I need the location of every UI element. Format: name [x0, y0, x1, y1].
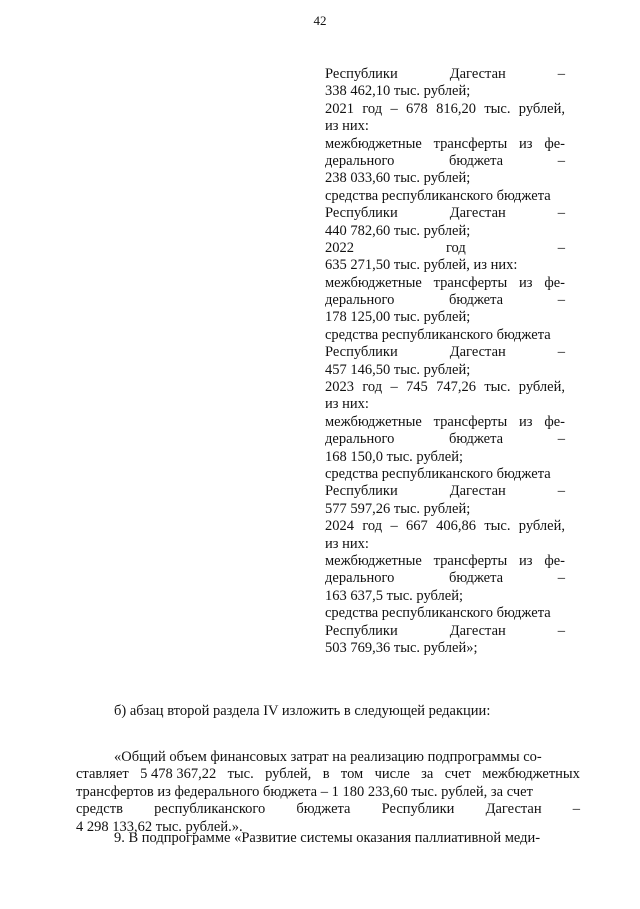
quote-word: трансфертов из федерального бюджета – 1 180 233,60 тыс. рублей, за счет [76, 783, 533, 800]
column-line [325, 466, 565, 483]
quote-word: межбюджетных [482, 766, 580, 783]
column-word: Республики [325, 483, 398, 500]
column-word: трансферты [433, 413, 508, 430]
column-word: – [557, 483, 565, 500]
column-word: 577 597,26 тыс. рублей; [325, 500, 471, 517]
column-word: фе- [544, 552, 565, 569]
column-word: 163 637,5 тыс. рублей; [325, 587, 463, 604]
column-word: 745 [406, 379, 428, 396]
column-word: межбюджетные [325, 274, 422, 291]
column-word: бюджета [449, 431, 504, 448]
quote-line [76, 749, 580, 766]
column-word: – [557, 66, 565, 82]
column-word: 2024 [325, 518, 354, 535]
column-word: средства республиканского бюджета [325, 605, 551, 622]
column-word: межбюджетные [325, 552, 422, 569]
column-word: год [445, 239, 466, 256]
quote-line [76, 801, 580, 818]
quote-word: 5 478 367,22 [140, 766, 217, 783]
column-line [325, 327, 565, 344]
column-word: – [390, 518, 398, 535]
quote-word: бюджета [296, 801, 351, 818]
column-word: 440 782,60 тыс. рублей; [325, 222, 471, 239]
quote-word: средств [76, 801, 123, 818]
column-word: бюджета [449, 152, 504, 169]
quote-word: ставляет [76, 766, 129, 783]
column-line [325, 570, 565, 587]
column-word: год [362, 379, 383, 396]
quote-paragraph [76, 749, 580, 836]
paragraph-b-text: б) абзац второй раздела IV изложить в следующей редакции: [114, 703, 491, 719]
column-word: – [557, 152, 565, 169]
column-line [325, 553, 565, 570]
column-line [325, 449, 565, 466]
column-word: 678 [406, 100, 428, 117]
column-line [325, 275, 565, 292]
column-word: бюджета [449, 292, 504, 309]
column-word: дерального [325, 152, 395, 169]
column-word: дерального [325, 431, 395, 448]
column-line [325, 362, 565, 379]
column-line [325, 170, 565, 187]
column-word: Дагестан [449, 205, 506, 222]
column-word: – [557, 344, 565, 361]
column-word: год [362, 100, 383, 117]
column-line [325, 588, 565, 605]
column-word: бюджета [449, 570, 504, 587]
column-line [325, 153, 565, 170]
column-word: дерального [325, 292, 395, 309]
column-word: 2023 [325, 379, 354, 396]
column-word: 747,26 [436, 379, 476, 396]
column-word: средства республиканского бюджета [325, 187, 551, 204]
quote-word: рублей, [265, 766, 312, 783]
column-word: – [557, 622, 565, 639]
quote-word: тыс. [227, 766, 254, 783]
column-word: из [519, 413, 533, 430]
column-word: Дагестан [449, 66, 506, 82]
column-line [325, 518, 565, 535]
column-word: 238 033,60 тыс. рублей; [325, 170, 471, 187]
column-word: 338 462,10 тыс. рублей; [325, 83, 471, 100]
column-line [325, 257, 565, 274]
column-word: дерального [325, 570, 395, 587]
column-word: 178 125,00 тыс. рублей; [325, 309, 471, 326]
paragraph-9 [76, 830, 580, 848]
column-word: тыс. [484, 518, 511, 535]
column-line [325, 188, 565, 205]
column-word: фе- [544, 413, 565, 430]
quote-word: республиканского [154, 801, 266, 818]
column-word: тыс. [484, 379, 511, 396]
quote-word: за [421, 766, 434, 783]
column-word: 816,20 [436, 100, 476, 117]
column-line [325, 501, 565, 518]
column-word: тыс. [484, 100, 511, 117]
column-word: рублей, [518, 379, 565, 396]
column-word: Республики [325, 622, 398, 639]
quote-line [76, 784, 580, 801]
column-word: Республики [325, 344, 398, 361]
column-line [325, 396, 565, 413]
column-word: межбюджетные [325, 413, 422, 430]
paragraph-9-text: 9. В подпрограмме «Развитие системы оказания паллиативной меди- [114, 830, 541, 846]
column-word: – [390, 379, 398, 396]
paragraph-b [76, 703, 580, 721]
column-line [325, 344, 565, 361]
quote-line [76, 766, 580, 783]
column-word: 2021 [325, 100, 354, 117]
column-word: средства республиканского бюджета [325, 465, 551, 482]
column-word: – [557, 431, 565, 448]
quote-word: – [572, 801, 580, 818]
column-line [325, 101, 565, 118]
quote-word: «Общий объем финансовых затрат на реализацию подпрограммы со- [114, 749, 542, 765]
column-word: трансферты [433, 552, 508, 569]
column-word: – [557, 570, 565, 587]
column-word: Республики [325, 66, 398, 82]
column-word: из них: [325, 396, 369, 413]
column-word: фе- [544, 274, 565, 291]
column-word: год [362, 518, 383, 535]
column-word: из [519, 552, 533, 569]
column-line [325, 605, 565, 622]
quote-word: Республики [381, 801, 455, 818]
column-word: межбюджетные [325, 135, 422, 152]
column-word: Дагестан [449, 344, 506, 361]
column-word: Республики [325, 205, 398, 222]
column-word: 635 271,50 тыс. рублей, из них: [325, 257, 518, 274]
column-word: рублей, [518, 100, 565, 117]
column-line [325, 536, 565, 553]
column-word: 667 [406, 518, 428, 535]
column-line [325, 431, 565, 448]
funding-column [325, 66, 565, 657]
column-line [325, 640, 565, 657]
column-word: из [519, 274, 533, 291]
column-word: 168 150,0 тыс. рублей; [325, 448, 463, 465]
column-word: из них: [325, 535, 369, 552]
quote-word: счет [444, 766, 471, 783]
column-line [325, 83, 565, 100]
column-word: из [519, 135, 533, 152]
column-line [325, 240, 565, 257]
column-word: средства республиканского бюджета [325, 326, 551, 343]
column-word: трансферты [433, 274, 508, 291]
column-line [325, 414, 565, 431]
column-line [325, 483, 565, 500]
column-word: – [557, 239, 565, 256]
column-word: фе- [544, 135, 565, 152]
quote-word: 4 298 133,62 тыс. рублей.». [76, 818, 243, 835]
column-word: 457 146,50 тыс. рублей; [325, 361, 471, 378]
quote-word: том [340, 766, 364, 783]
column-word: Дагестан [449, 622, 506, 639]
quote-word: в [322, 766, 330, 783]
column-word: из них: [325, 118, 369, 135]
column-line [325, 136, 565, 153]
column-word: – [557, 205, 565, 222]
quote-word: числе [374, 766, 410, 783]
column-word: – [390, 100, 398, 117]
column-line [325, 223, 565, 240]
column-word: рублей, [518, 518, 565, 535]
quote-word: Дагестан [485, 801, 542, 818]
column-line [325, 309, 565, 326]
column-word: 406,86 [436, 518, 476, 535]
column-line [325, 66, 565, 83]
column-word: 2022 [325, 239, 354, 256]
column-line [325, 379, 565, 396]
column-line [325, 205, 565, 222]
column-line [325, 292, 565, 309]
column-word: Дагестан [449, 483, 506, 500]
column-word: – [557, 292, 565, 309]
column-word: трансферты [433, 135, 508, 152]
column-line [325, 623, 565, 640]
column-word: 503 769,36 тыс. рублей»; [325, 639, 478, 656]
column-line [325, 118, 565, 135]
page-number: 42 [313, 13, 327, 28]
